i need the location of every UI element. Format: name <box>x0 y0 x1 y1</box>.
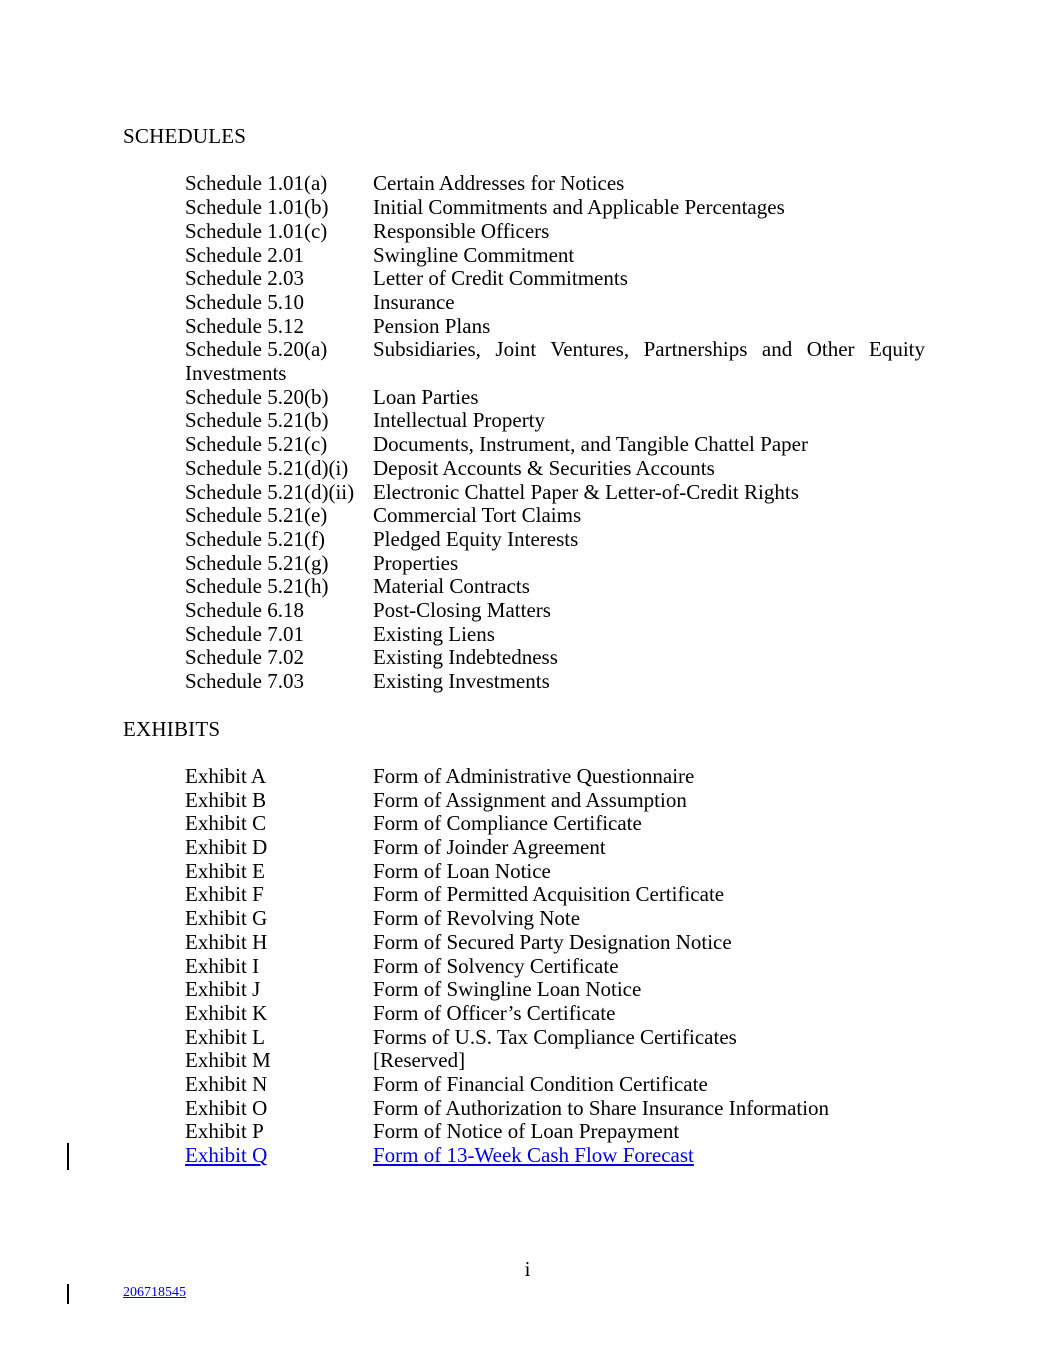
exhibit-row <box>185 1120 925 1144</box>
schedule-row-label: Schedule 5.20(a) <box>185 337 328 362</box>
revision-change-bar-footer <box>67 1284 69 1304</box>
schedule-row-label: Schedule 1.01(a) <box>185 171 328 196</box>
schedule-row <box>185 575 925 599</box>
exhibit-row-desc[interactable]: Form of 13-Week Cash Flow Forecast <box>373 1143 694 1168</box>
schedule-row-desc: Existing Liens <box>373 621 495 646</box>
schedule-row-label: Schedule 2.01 <box>185 242 304 267</box>
schedule-row-desc: Loan Parties <box>373 384 479 409</box>
schedule-row-label: Schedule 5.12 <box>185 313 304 338</box>
exhibit-row <box>185 1002 925 1026</box>
exhibit-row-desc: Form of Authorization to Share Insurance Information <box>373 1095 830 1120</box>
schedule-row-label: Schedule 5.20(b) <box>185 384 329 409</box>
schedule-row-desc: Post-Closing Matters <box>373 598 551 623</box>
exhibit-row-label: Exhibit B <box>185 787 267 812</box>
schedule-row-label: Schedule 1.01(b) <box>185 195 329 220</box>
schedule-row-desc: Responsible Officers <box>373 218 550 243</box>
schedule-row <box>185 599 925 623</box>
schedule-row-desc: Certain Addresses for Notices <box>373 171 625 196</box>
schedule-row-desc: Letter of Credit Commitments <box>373 266 628 291</box>
exhibit-row-desc: Form of Secured Party Designation Notice <box>373 929 732 954</box>
exhibit-row <box>185 1026 925 1050</box>
schedule-row-label: Schedule 6.18 <box>185 598 304 623</box>
schedule-row-desc: Commercial Tort Claims <box>373 503 582 528</box>
schedule-row-desc: Subsidiaries, Joint Ventures, Partnerships and Other Equity <box>373 337 925 362</box>
schedule-row <box>185 244 925 268</box>
schedule-row <box>185 623 925 647</box>
schedule-row-label: Schedule 5.21(f) <box>185 526 325 551</box>
exhibit-row <box>185 883 925 907</box>
schedule-row <box>185 220 925 244</box>
schedule-row <box>185 528 925 552</box>
schedule-row <box>185 267 925 291</box>
schedule-row-desc: Swingline Commitment <box>373 242 575 267</box>
exhibit-row-desc: Form of Solvency Certificate <box>373 953 619 978</box>
schedule-row-label: Schedule 7.02 <box>185 645 304 670</box>
schedule-row-desc: Initial Commitments and Applicable Percentages <box>373 195 785 220</box>
schedule-row <box>185 504 925 528</box>
exhibit-row <box>185 1097 925 1121</box>
exhibit-row-label: Exhibit G <box>185 906 268 931</box>
exhibit-row-desc: Form of Administrative Questionnaire <box>373 763 695 788</box>
schedules-heading: SCHEDULES <box>123 124 247 148</box>
schedules-list <box>123 172 925 693</box>
exhibit-row-desc: Form of Compliance Certificate <box>373 811 642 836</box>
schedule-row-desc: Deposit Accounts & Securities Accounts <box>373 455 715 480</box>
schedule-row-label: Schedule 5.21(d)(i) <box>185 455 349 480</box>
schedule-row <box>185 457 925 481</box>
schedule-row <box>185 481 925 505</box>
exhibit-row-label: Exhibit F <box>185 882 264 907</box>
exhibit-row-label: Exhibit A <box>185 763 267 788</box>
schedule-row <box>185 552 925 576</box>
exhibit-row-label: Exhibit M <box>185 1048 271 1073</box>
schedule-row-label: Schedule 7.03 <box>185 669 304 694</box>
schedule-row-desc-continuation: Investments <box>185 361 287 386</box>
schedule-row-desc: Material Contracts <box>373 574 530 599</box>
schedule-row-label: Schedule 2.03 <box>185 266 304 291</box>
exhibit-row-label: Exhibit L <box>185 1024 265 1049</box>
exhibit-row-label: Exhibit E <box>185 858 265 883</box>
schedule-row-desc: Pledged Equity Interests <box>373 526 579 551</box>
exhibit-row <box>185 907 925 931</box>
schedule-row <box>185 386 925 410</box>
exhibit-row-label: Exhibit I <box>185 953 260 978</box>
schedule-row-label: Schedule 5.21(h) <box>185 574 329 599</box>
schedule-row-desc: Existing Indebtedness <box>373 645 558 670</box>
exhibit-row-desc: Form of Loan Notice <box>373 858 551 883</box>
schedule-row-desc: Intellectual Property <box>373 408 546 433</box>
exhibits-list <box>123 765 925 1168</box>
schedule-row-label: Schedule 5.10 <box>185 289 304 314</box>
exhibit-row <box>185 836 925 860</box>
schedule-row <box>185 291 925 315</box>
exhibit-row-label: Exhibit K <box>185 1000 268 1025</box>
schedule-row-desc: Pension Plans <box>373 313 491 338</box>
schedule-row-label: Schedule 1.01(c) <box>185 218 328 243</box>
exhibit-row <box>185 1144 925 1168</box>
exhibit-row-desc: Form of Joinder Agreement <box>373 835 606 860</box>
schedule-row-desc: Documents, Instrument, and Tangible Chattel Paper <box>373 432 808 457</box>
schedule-row-desc: Properties <box>373 550 459 575</box>
document-content <box>123 125 925 1192</box>
exhibit-row-label: Exhibit O <box>185 1095 268 1120</box>
exhibit-row-label[interactable]: Exhibit Q <box>185 1143 268 1168</box>
schedule-row <box>185 315 925 339</box>
schedule-row <box>185 196 925 220</box>
schedule-row <box>185 433 925 457</box>
schedule-row <box>185 172 925 196</box>
exhibit-row-desc: Form of Revolving Note <box>373 906 581 931</box>
exhibit-row <box>185 1049 925 1073</box>
exhibit-row <box>185 931 925 955</box>
exhibit-row-label: Exhibit P <box>185 1119 264 1144</box>
document-number-link[interactable]: 206718545 <box>123 1285 186 1300</box>
exhibits-heading: EXHIBITS <box>123 716 221 741</box>
exhibit-row-desc: Form of Swingline Loan Notice <box>373 977 642 1002</box>
exhibit-row-desc: Forms of U.S. Tax Compliance Certificates <box>373 1024 737 1049</box>
exhibit-row-desc: Form of Officer’s Certificate <box>373 1000 616 1025</box>
exhibit-row <box>185 978 925 1002</box>
exhibit-row <box>185 789 925 813</box>
schedule-row-label: Schedule 5.21(b) <box>185 408 329 433</box>
exhibit-row-desc: Form of Assignment and Assumption <box>373 787 687 812</box>
schedule-row-label: Schedule 5.21(e) <box>185 503 328 528</box>
exhibit-row <box>185 1073 925 1097</box>
exhibit-row-label: Exhibit D <box>185 835 268 860</box>
exhibit-row-label: Exhibit C <box>185 811 267 836</box>
exhibit-row-desc: Form of Notice of Loan Prepayment <box>373 1119 680 1144</box>
exhibit-row <box>185 860 925 884</box>
exhibit-row-desc: Form of Financial Condition Certificate <box>373 1072 708 1097</box>
schedule-row <box>185 670 925 694</box>
schedule-row <box>185 646 925 670</box>
exhibit-row <box>185 955 925 979</box>
exhibit-row-desc: Form of Permitted Acquisition Certificate <box>373 882 725 907</box>
page-number: i <box>524 1257 531 1281</box>
exhibit-row-label: Exhibit H <box>185 929 268 954</box>
exhibit-row <box>185 765 925 789</box>
exhibit-row-label: Exhibit J <box>185 977 261 1002</box>
schedule-row-label: Schedule 5.21(c) <box>185 432 328 457</box>
schedule-row <box>185 338 925 362</box>
schedule-row-label: Schedule 7.01 <box>185 621 304 646</box>
schedule-row-label: Schedule 5.21(d)(ii) <box>185 479 355 504</box>
exhibit-row <box>185 812 925 836</box>
schedule-row-desc: Electronic Chattel Paper & Letter-of-Credit Rights <box>373 479 799 504</box>
revision-change-bar <box>67 1143 69 1170</box>
schedule-row <box>185 409 925 433</box>
schedule-row-desc: Existing Investments <box>373 669 550 694</box>
schedule-row-label: Schedule 5.21(g) <box>185 550 329 575</box>
schedule-row-desc: Insurance <box>373 289 455 314</box>
exhibit-row-label: Exhibit N <box>185 1072 268 1097</box>
exhibit-row-desc: [Reserved] <box>373 1048 466 1073</box>
